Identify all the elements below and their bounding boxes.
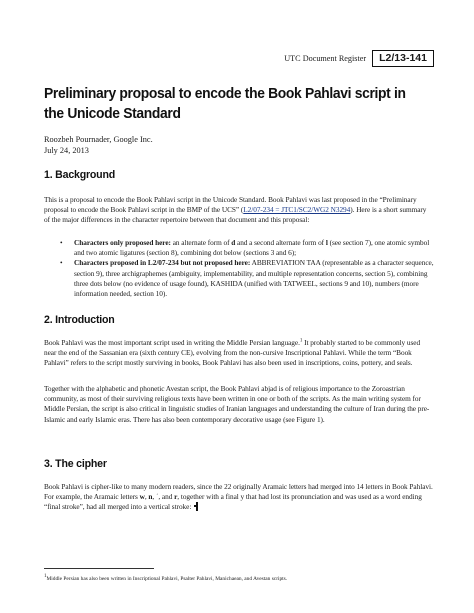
document-number-box: L2/13-141 [372, 50, 434, 67]
footnote-text: Middle Persian has also been written in Inscriptional Pahlavi, Psalter Pahlavi, Manichaean, and Avestan scripts. [46, 576, 288, 582]
cipher-text-2: , together with a final y that had lost its pronunciation and was used as a word ending “final stroke”, had all merged into a vertical stroke: [44, 492, 422, 512]
footnote-marker: 1 [44, 574, 47, 580]
vertical-stroke-glyph-icon [196, 502, 198, 511]
introduction-paragraph-2: Together with the alphabetic and phonetic Avestan script, the Book Pahlavi abjad is of religious importance to the Zoroastrian community, as most of their surviving religious texts have been written in one or both of the scripts. As the main writing system for Middle Persian, the script is also critical in linguistic studies of Iranian languages and understanding the culture of Iran during the pre-Islamic and early Islamic eras. There has also been contemporary decorative usage (see Figure 1). [44, 384, 430, 424]
document-register [284, 50, 434, 67]
bullet-text: an alternate form of [170, 238, 232, 247]
bullet-bold-label: Characters only proposed here: [74, 238, 171, 247]
background-text-1: This is a proposal to encode the Book Pahlavi script in the Unicode Standard. Book Pahlavi was last proposed in the “Preliminary proposal to encode the Book Pahlavi script in the BMP of the UCS” ( [44, 195, 417, 215]
bullet-text: (see section 7), one atomic symbol and two atomic ligatures (section 8), combining dot below (sections 3 and 6); [74, 238, 430, 258]
background-paragraph [44, 195, 434, 226]
intro-text-2: It probably started to be commonly used near the end of the Sassanian era (sixth century CE), evolving from the non-cursive Inscriptional Pahlavi. While the term “Book Pahlavi” refers to the script mostly surviving in books, Book Pahlavi has also been used in inscriptions, coins, pottery, and seals. [44, 338, 421, 368]
introduction-paragraph-1 [44, 338, 434, 369]
letter-n: n [148, 492, 153, 502]
list-item [44, 258, 434, 299]
cipher-text-1: Book Pahlavi is cipher-like to many modern readers, since the 22 originally Aramaic letters had merged into 14 letters in Book Pahlavi. For example, the Aramaic letters [44, 482, 433, 502]
list-item [44, 238, 434, 258]
separator: , and [158, 492, 175, 502]
differences-list [44, 238, 434, 299]
footnote [44, 576, 444, 583]
letter-w: w [139, 492, 145, 502]
section-heading-background: 1. Background [44, 169, 115, 181]
document-title: Preliminary proposal to encode the Book Pahlavi script in the Unicode Standard [44, 86, 406, 122]
reference-link[interactable]: L2/07-234 = JTC1/SC2/WG2 N3294 [243, 205, 351, 215]
bullet-text: ABBREVIATION TAA (representable as a character sequence, section 9), three archigraphemes (ambiguity, implementability, and multiple representation concerns, section 5), combining three dots below (no evidence of usage found), KASHIDA (unified with TATWEEL, sections 9 and 10), numbers (more information needed, section 10). [74, 258, 434, 299]
bullet-icon: • [60, 258, 63, 268]
letter-r: r [174, 492, 178, 502]
section-heading-introduction: 2. Introduction [44, 314, 115, 326]
register-label: UTC Document Register [284, 54, 367, 63]
cipher-paragraph [44, 482, 434, 513]
date-line: July 24, 2013 [44, 145, 89, 155]
letter-l: l [325, 238, 328, 247]
separator: , [152, 492, 156, 502]
separator: , [144, 492, 149, 502]
letter-ayin: ʿ [155, 492, 159, 502]
bullet-icon: • [60, 238, 63, 247]
bullet-bold-label: Characters proposed in L2/07-234 but not proposed here: [74, 258, 251, 268]
author-line: Roozbeh Pournader, Google Inc. [44, 135, 153, 144]
bullet-text: and a second alternate form of [235, 238, 326, 247]
letter-d: d [231, 238, 236, 247]
document-meta [44, 135, 153, 156]
footnote-ref[interactable]: 1 [299, 338, 303, 344]
background-text-2: ). Here is a short summary of the major differences in the character repertoire between that document and this proposal: [44, 205, 427, 225]
footnote-divider [44, 568, 154, 569]
intro-text-1: Book Pahlavi was the most important script used in writing the Middle Persian language. [44, 338, 300, 347]
section-heading-cipher: 3. The cipher [44, 458, 107, 470]
